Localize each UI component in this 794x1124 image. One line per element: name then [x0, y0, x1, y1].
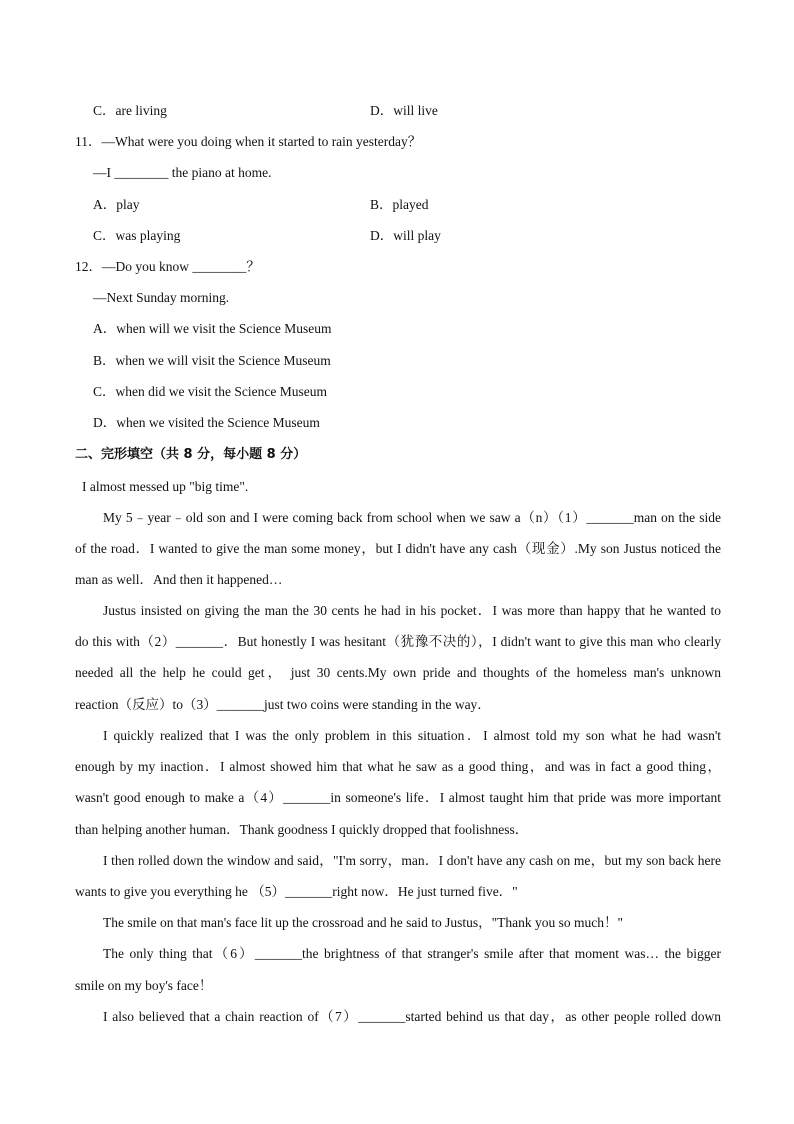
- q12-option-d: D．when we visited the Science Museum: [93, 415, 320, 430]
- q12-answer-line: —Next Sunday morning.: [93, 290, 230, 305]
- q11-option-d: D．will play: [370, 228, 441, 243]
- p1-line-1: My 5﹣year﹣old son and I were coming back from school when we saw a（n）（1）_______man on the side: [103, 510, 721, 525]
- p6-line-2: smile on my boy's face！: [75, 978, 213, 993]
- passage-title: I almost messed up "big time".: [82, 479, 249, 494]
- p2-line-3: needed all the help he could get， just 30 cents.My own pride and thoughts of the homeless man's unknown: [75, 665, 721, 680]
- p3-line-1: I quickly realized that I was the only problem in this situation．I almost told my son what he had wasn't: [103, 728, 721, 743]
- q12-option-a: A．when will we visit the Science Museum: [93, 321, 332, 336]
- q11-option-b: B．played: [370, 197, 429, 212]
- p2-line-1: Justus insisted on giving the man the 30 cents he had in his pocket．I was more than happy that he wanted to: [103, 603, 721, 618]
- p3-line-3: wasn't good enough to make a（4）_______in someone's life．I almost taught him that pride was more important: [75, 790, 721, 805]
- p3-line-4: than helping another human．Thank goodness I quickly dropped that foolishness．: [75, 822, 529, 837]
- q12-option-c: C．when did we visit the Science Museum: [93, 384, 327, 399]
- p3-line-2: enough by my inaction．I almost showed him that what he saw as a good thing，and was in fact a good thing，: [75, 759, 721, 774]
- p4-line-1: I then rolled down the window and said，"I'm sorry，man．I don't have any cash on me，but my son back here: [103, 853, 721, 868]
- q10-option-d: D．will live: [370, 103, 438, 118]
- p6-line-1: The only thing that（6）_______the brightness of that stranger's smile after that moment was… the bigger: [103, 946, 721, 961]
- q11-option-a: A．play: [93, 197, 140, 212]
- p2-line-2: do this with（2）_______．But honestly I was hesitant（犹豫不决的），I didn't want to give this man who clearly: [75, 634, 721, 649]
- q12-option-b: B．when we will visit the Science Museum: [93, 353, 331, 368]
- p1-line-3: man as well．And then it happened…: [75, 572, 283, 587]
- p2-line-4: reaction（反应）to（3）_______just two coins were standing in the way．: [75, 697, 491, 712]
- p7-line-1: I also believed that a chain reaction of（7）_______started behind us that day，as other people rolled down: [103, 1009, 721, 1024]
- p4-line-2: wants to give you everything he （5）_______right now．He just turned five．": [75, 884, 518, 899]
- section-heading: 二、完形填空（共 8 分，每小题 8 分）: [75, 447, 307, 462]
- p5-line-1: The smile on that man's face lit up the crossroad and he said to Justus，"Thank you so much！": [103, 915, 623, 930]
- q10-option-c: C．are living: [93, 103, 167, 118]
- q11-prompt: 11．—What were you doing when it started to rain yesterday？: [75, 134, 422, 149]
- q12-prompt: 12．—Do you know ________？: [75, 259, 260, 274]
- q11-option-c: C．was playing: [93, 228, 181, 243]
- q11-answer-line: —I ________ the piano at home.: [93, 165, 272, 180]
- p1-line-2: of the road．I wanted to give the man some money，but I didn't have any cash（现金）.My son Justus noticed the: [75, 541, 721, 556]
